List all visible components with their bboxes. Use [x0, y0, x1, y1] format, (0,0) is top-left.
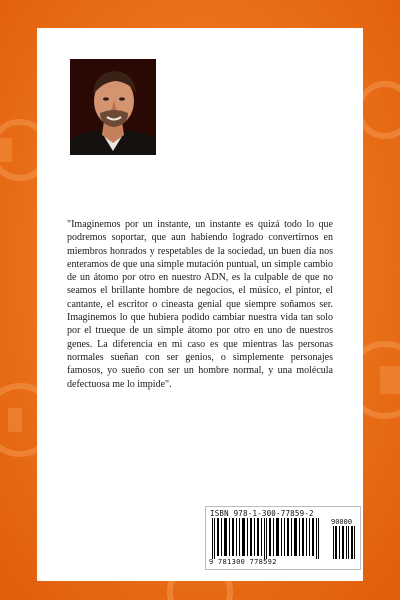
- back-cover-blurb: "Imaginemos por un instante, un instante es quizá todo lo que podremos soportar, que aun habiendo logrado convertirnos en miembros honrados y respetables de la sociedad, un buen día nos enteramos de que una simple mutación puntual, un simple cambio de un átomo por otro en nuestro ADN, es la culpable de que no seamos el brillante hombre de negocios, el músico, el pintor, el cantante, el escritor o cineasta genial que siempre soñamos ser. Imaginemos lo que hubiera podido cambiar nuestra vida tan solo por el trueque de un simple átomo por otro en uno de nuestros genes. La diferencia en mi caso es que mientras las personas normales sueñan con ser genios, o simplemente personajes famosos, yo sueño con ser un hombre normal, y una molécula defectuosa me lo impide".: [67, 219, 333, 390]
- author-photo: [70, 59, 156, 155]
- isbn-barcode-block: [205, 506, 361, 570]
- author-portrait-icon: [70, 59, 156, 155]
- isbn-label: ISBN 978-1-300-77859-2: [210, 509, 314, 518]
- back-cover-panel: [37, 28, 363, 581]
- ean-digits: 9 781300 778592: [209, 558, 277, 566]
- isbn-addon-code: 90000: [331, 518, 353, 526]
